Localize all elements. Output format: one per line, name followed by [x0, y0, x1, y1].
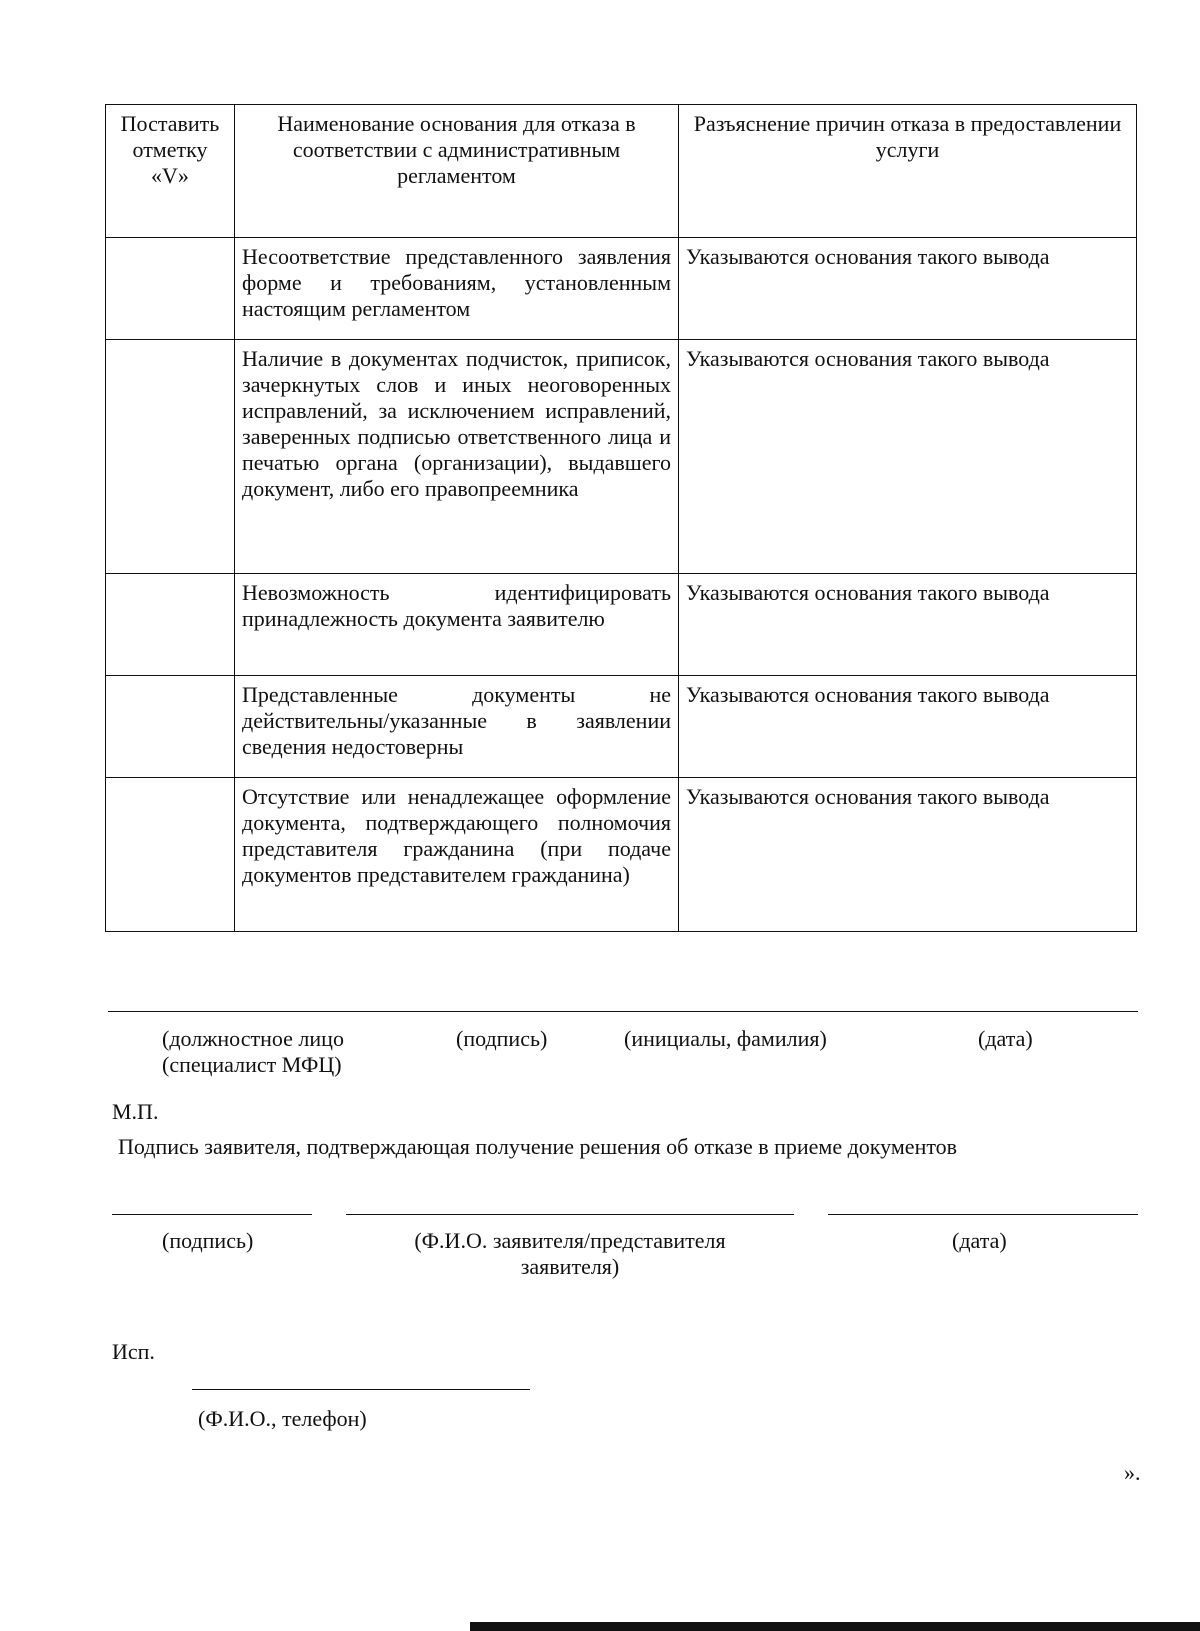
table-row	[106, 238, 1137, 340]
executor-line	[192, 1389, 530, 1390]
official-initials-caption: (инициалы, фамилия)	[624, 1026, 827, 1051]
header-reason: Наименование основания для отказа в соответствии с административным регламентом	[235, 105, 679, 238]
mark-cell[interactable]	[106, 340, 235, 574]
explanation-cell: Указываются основания такого вывода	[679, 778, 1137, 932]
applicant-name-line	[346, 1214, 794, 1215]
applicant-signature-caption: (подпись)	[162, 1228, 254, 1253]
applicant-date-line	[828, 1214, 1138, 1215]
explanation-cell: Указываются основания такого вывода	[679, 238, 1137, 340]
explanation-cell: Указываются основания такого вывода	[679, 340, 1137, 574]
applicant-date-caption: (дата)	[952, 1228, 1007, 1253]
official-date-caption: (дата)	[978, 1026, 1033, 1051]
official-signature-caption: (подпись)	[456, 1026, 548, 1051]
reason-cell: Наличие в документах подчисток, приписок, зачеркнутых слов и иных неоговоренных исправлений, за исключением исправлений, заверенных подписью ответственного лица и печатью органа (организации), выдавшего документ, либо его правопреемника	[235, 340, 679, 574]
table-row	[106, 574, 1137, 676]
refusal-reasons-table	[105, 104, 1137, 932]
table-row	[106, 340, 1137, 574]
explanation-cell: Указываются основания такого вывода	[679, 574, 1137, 676]
applicant-name-caption-line1: (Ф.И.О. заявителя/представителя	[414, 1228, 726, 1253]
reason-cell: Отсутствие или ненадлежащее оформление документа, подтверждающего полномочия представителя гражданина (при подаче документов представителем гражданина)	[235, 778, 679, 932]
header-mark: Поставить отметку «V»	[106, 105, 235, 238]
table-row	[106, 778, 1137, 932]
reason-cell: Представленные документы не действительны/указанные в заявлении сведения недостоверны	[235, 676, 679, 778]
official-mfc-caption: (специалист МФЦ)	[162, 1052, 342, 1077]
official-signature-line	[108, 1011, 1138, 1012]
mark-cell[interactable]	[106, 676, 235, 778]
explanation-cell: Указываются основания такого вывода	[679, 676, 1137, 778]
scan-edge-bar	[470, 1622, 1200, 1631]
official-position-caption: (должностное лицо	[162, 1026, 344, 1051]
mark-cell[interactable]	[106, 778, 235, 932]
executor-caption: (Ф.И.О., телефон)	[198, 1406, 367, 1431]
applicant-name-caption	[380, 1228, 760, 1280]
applicant-note: Подпись заявителя, подтверждающая получение решения об отказе в приеме документов	[118, 1134, 958, 1159]
reason-cell: Несоответствие представленного заявления форме и требованиям, установленным настоящим регламентом	[235, 238, 679, 340]
closing-quote-mark: ».	[1124, 1460, 1141, 1485]
stamp-label: М.П.	[112, 1099, 159, 1124]
mark-cell[interactable]	[106, 238, 235, 340]
table-header-row	[106, 105, 1137, 238]
executor-label: Исп.	[112, 1339, 155, 1364]
table-row	[106, 676, 1137, 778]
reason-cell: Невозможность идентифицировать принадлежность документа заявителю	[235, 574, 679, 676]
header-explanation: Разъяснение причин отказа в предоставлении услуги	[679, 105, 1137, 238]
applicant-name-caption-line2: заявителя)	[520, 1254, 620, 1279]
mark-cell[interactable]	[106, 574, 235, 676]
applicant-signature-line	[112, 1214, 312, 1215]
